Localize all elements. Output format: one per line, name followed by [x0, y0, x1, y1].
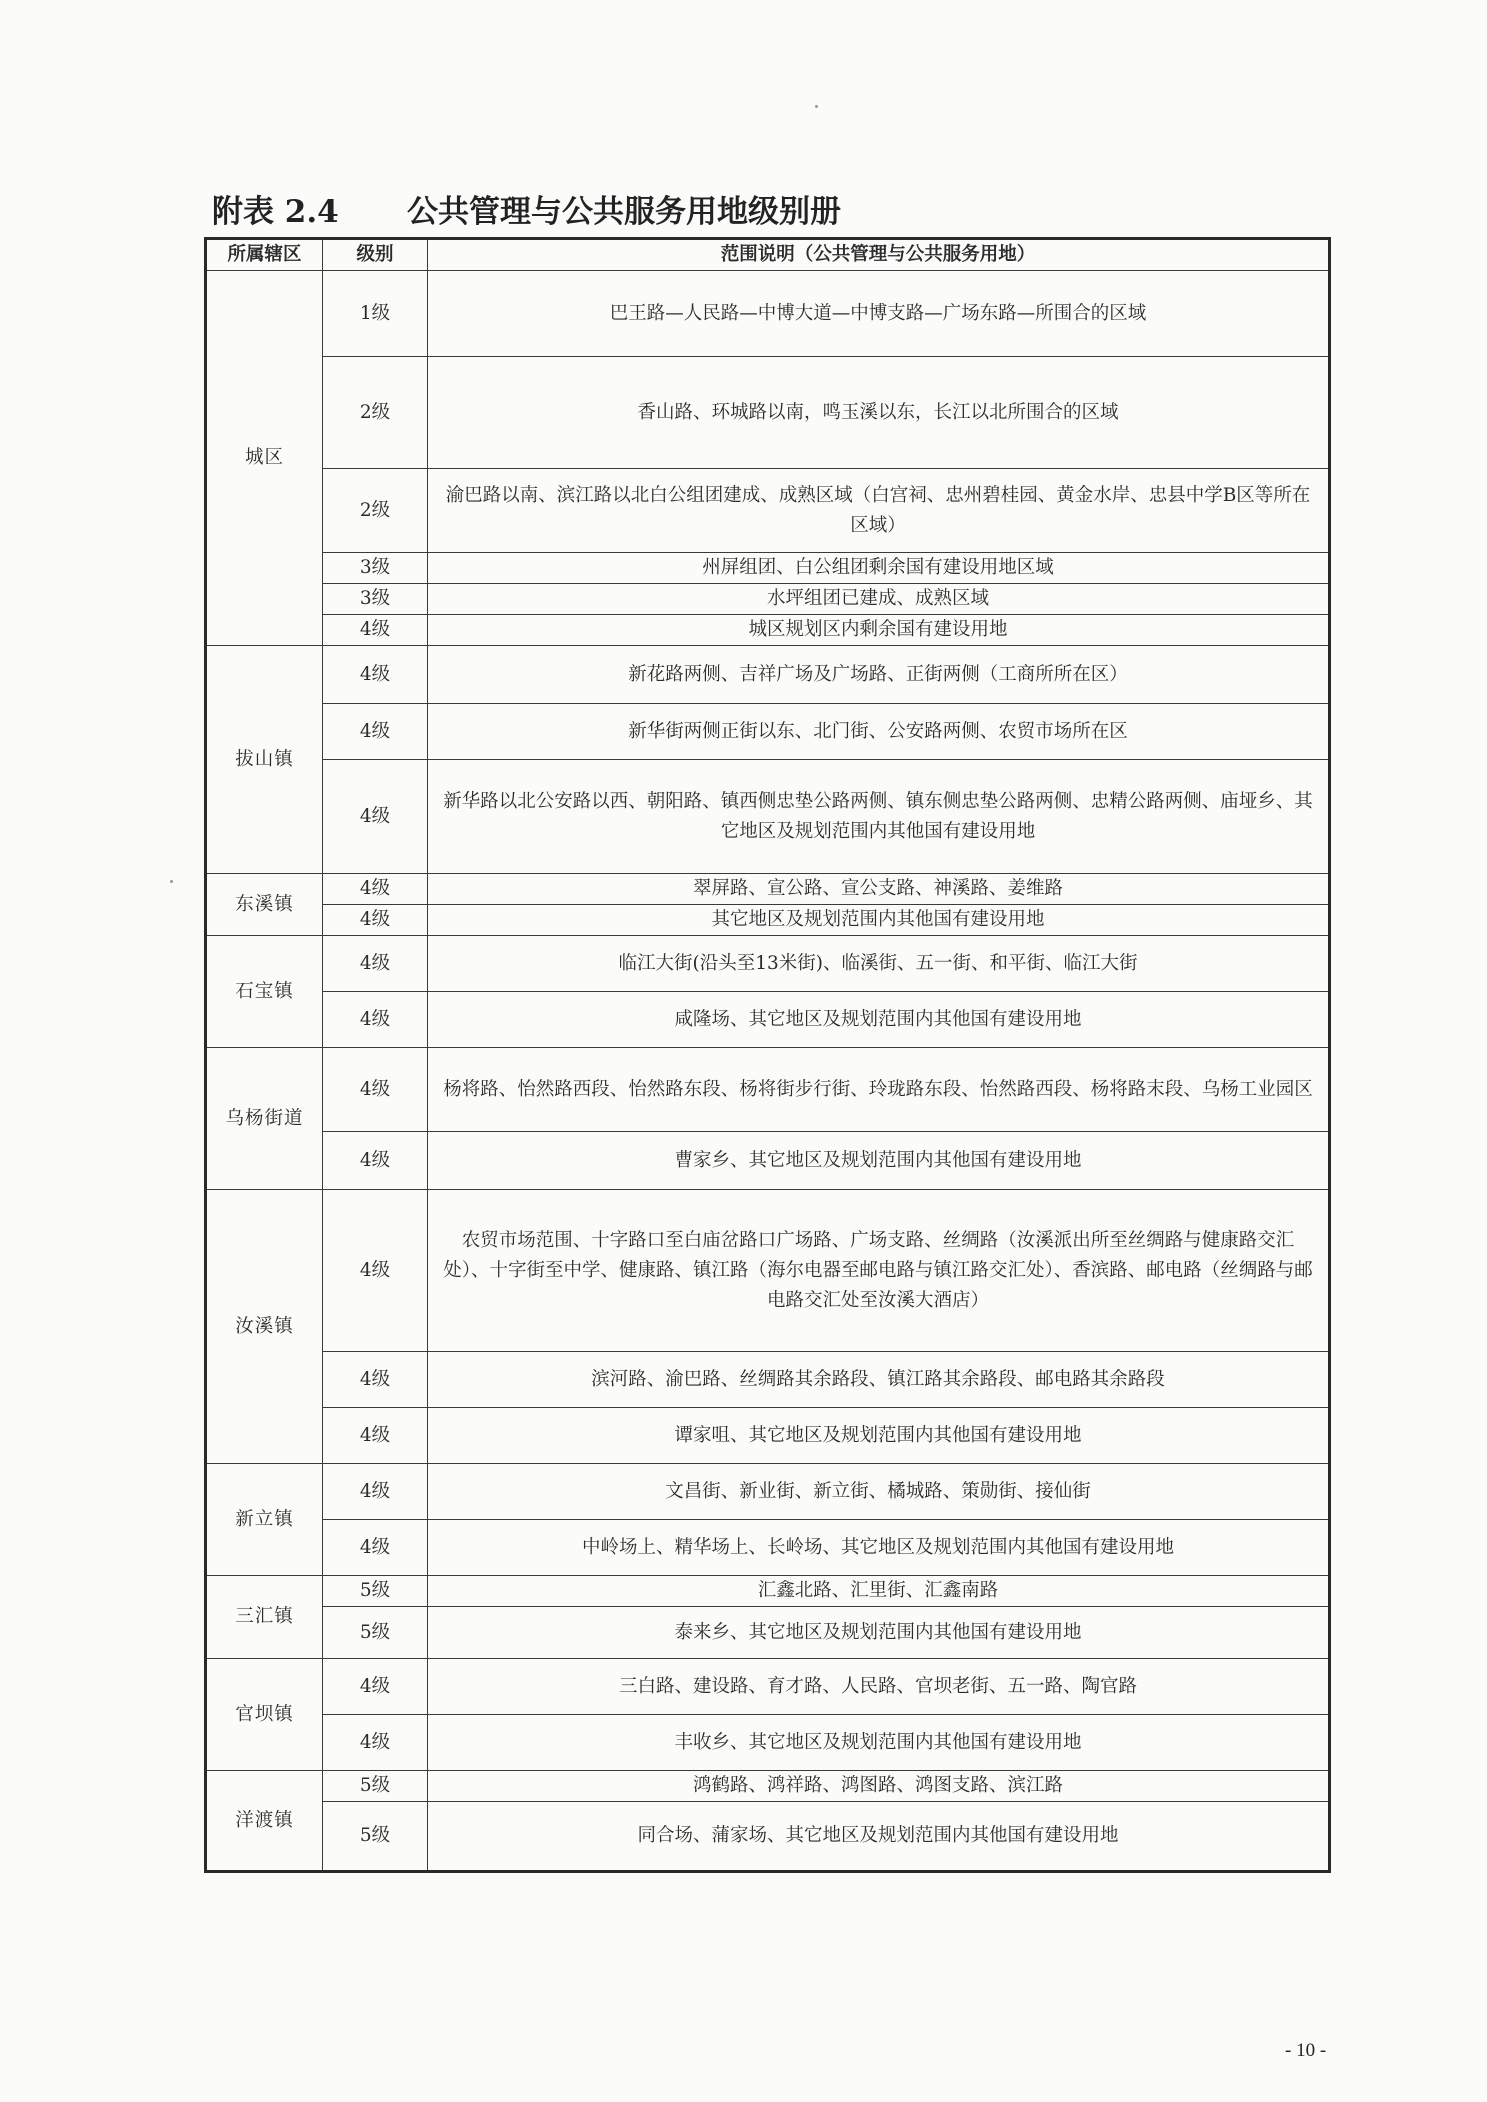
- page-title: [212, 190, 1312, 234]
- description-cell: 新华街两侧正街以东、北门街、公安路两侧、农贸市场所在区: [428, 704, 1330, 760]
- header-row: [206, 239, 1330, 271]
- district-cell: 东溪镇: [206, 874, 323, 936]
- page-number: - 10 -: [1285, 2040, 1327, 2061]
- district-cell: 乌杨街道: [206, 1048, 323, 1190]
- description-cell: 新华路以北公安路以西、朝阳路、镇西侧忠垫公路两侧、镇东侧忠垫公路两侧、忠精公路两侧、庙垭乡、其它地区及规划范围内其他国有建设用地: [428, 760, 1330, 874]
- level-cell: 5级: [323, 1576, 428, 1607]
- description-cell: 巴王路—人民路—中博大道—中博支路—广场东路—所围合的区域: [428, 271, 1330, 357]
- table-row: [206, 992, 1330, 1048]
- description-cell: 渝巴路以南、滨江路以北白公组团建成、成熟区域（白宫祠、忠州碧桂园、黄金水岸、忠县中学B区等所在区域）: [428, 469, 1330, 553]
- district-cell: 城区: [206, 271, 323, 646]
- table-row: [206, 905, 1330, 936]
- description-cell: 翠屏路、宣公路、宣公支路、神溪路、姜维路: [428, 874, 1330, 905]
- table-row: [206, 1576, 1330, 1607]
- description-cell: 曹家乡、其它地区及规划范围内其他国有建设用地: [428, 1132, 1330, 1190]
- table-row: [206, 1048, 1330, 1132]
- table-row: [206, 1607, 1330, 1659]
- table-title: 公共管理与公共服务用地级别册: [407, 194, 841, 230]
- level-cell: 4级: [323, 1715, 428, 1771]
- table-row: [206, 874, 1330, 905]
- header-description: 范围说明（公共管理与公共服务用地）: [428, 239, 1330, 271]
- land-grade-table: [204, 237, 1331, 1873]
- description-cell: 泰来乡、其它地区及规划范围内其他国有建设用地: [428, 1607, 1330, 1659]
- table-row: [206, 553, 1330, 584]
- description-cell: 水坪组团已建成、成熟区域: [428, 584, 1330, 615]
- level-cell: 4级: [323, 1352, 428, 1408]
- table-row: [206, 1352, 1330, 1408]
- table-row: [206, 1190, 1330, 1352]
- level-cell: 4级: [323, 1520, 428, 1576]
- description-cell: 滨河路、渝巴路、丝绸路其余路段、镇江路其余路段、邮电路其余路段: [428, 1352, 1330, 1408]
- level-cell: 4级: [323, 704, 428, 760]
- level-cell: 4级: [323, 1132, 428, 1190]
- level-cell: 2级: [323, 469, 428, 553]
- description-cell: 中岭场上、精华场上、长岭场、其它地区及规划范围内其他国有建设用地: [428, 1520, 1330, 1576]
- description-cell: 咸隆场、其它地区及规划范围内其他国有建设用地: [428, 992, 1330, 1048]
- table-row: [206, 1132, 1330, 1190]
- level-cell: 4级: [323, 1048, 428, 1132]
- scan-speck: [170, 880, 173, 883]
- level-cell: 5级: [323, 1607, 428, 1659]
- description-cell: 城区规划区内剩余国有建设用地: [428, 615, 1330, 646]
- table-row: [206, 1659, 1330, 1715]
- level-cell: 4级: [323, 646, 428, 704]
- district-cell: 石宝镇: [206, 936, 323, 1048]
- district-cell: 汝溪镇: [206, 1190, 323, 1464]
- level-cell: 4级: [323, 760, 428, 874]
- description-cell: 其它地区及规划范围内其他国有建设用地: [428, 905, 1330, 936]
- table-row: [206, 1802, 1330, 1872]
- level-cell: 4级: [323, 1464, 428, 1520]
- scan-speck: [815, 105, 818, 108]
- table-row: [206, 646, 1330, 704]
- table-row: [206, 615, 1330, 646]
- description-cell: 州屏组团、白公组团剩余国有建设用地区域: [428, 553, 1330, 584]
- district-cell: 洋渡镇: [206, 1771, 323, 1872]
- description-cell: 新花路两侧、吉祥广场及广场路、正街两侧（工商所所在区）: [428, 646, 1330, 704]
- district-cell: 拔山镇: [206, 646, 323, 874]
- level-cell: 4级: [323, 1659, 428, 1715]
- header-district: 所属辖区: [206, 239, 323, 271]
- description-cell: 文昌街、新业街、新立街、橘城路、策勋街、接仙街: [428, 1464, 1330, 1520]
- table-row: [206, 704, 1330, 760]
- description-cell: 鸿鹤路、鸿祥路、鸿图路、鸿图支路、滨江路: [428, 1771, 1330, 1802]
- level-cell: 4级: [323, 1190, 428, 1352]
- table-row: [206, 1715, 1330, 1771]
- level-cell: 4级: [323, 905, 428, 936]
- district-cell: 官坝镇: [206, 1659, 323, 1771]
- table-row: [206, 1408, 1330, 1464]
- description-cell: 汇鑫北路、汇里街、汇鑫南路: [428, 1576, 1330, 1607]
- level-cell: 4级: [323, 615, 428, 646]
- level-cell: 4级: [323, 936, 428, 992]
- table-row: [206, 1464, 1330, 1520]
- level-cell: 1级: [323, 271, 428, 357]
- district-cell: 三汇镇: [206, 1576, 323, 1659]
- level-cell: 4级: [323, 1408, 428, 1464]
- level-cell: 5级: [323, 1771, 428, 1802]
- table-row: [206, 584, 1330, 615]
- level-cell: 4级: [323, 874, 428, 905]
- level-cell: 3级: [323, 584, 428, 615]
- level-cell: 3级: [323, 553, 428, 584]
- description-cell: 谭家咀、其它地区及规划范围内其他国有建设用地: [428, 1408, 1330, 1464]
- description-cell: 香山路、环城路以南，鸣玉溪以东，长江以北所围合的区域: [428, 357, 1330, 469]
- description-cell: 临江大街(沿头至13米街)、临溪街、五一街、和平街、临江大街: [428, 936, 1330, 992]
- table-row: [206, 271, 1330, 357]
- description-cell: 杨将路、怡然路西段、怡然路东段、杨将街步行街、玲珑路东段、怡然路西段、杨将路末段、乌杨工业园区: [428, 1048, 1330, 1132]
- table-row: [206, 760, 1330, 874]
- table-row: [206, 1520, 1330, 1576]
- table-row: [206, 469, 1330, 553]
- description-cell: 三白路、建设路、育才路、人民路、官坝老街、五一路、陶官路: [428, 1659, 1330, 1715]
- description-cell: 丰收乡、其它地区及规划范围内其他国有建设用地: [428, 1715, 1330, 1771]
- description-cell: 同合场、蒲家场、其它地区及规划范围内其他国有建设用地: [428, 1802, 1330, 1872]
- table-row: [206, 936, 1330, 992]
- table-label: 附表 2.4: [212, 194, 339, 230]
- table-row: [206, 1771, 1330, 1802]
- header-level: 级别: [323, 239, 428, 271]
- level-cell: 4级: [323, 992, 428, 1048]
- level-cell: 5级: [323, 1802, 428, 1872]
- table-row: [206, 357, 1330, 469]
- district-cell: 新立镇: [206, 1464, 323, 1576]
- description-cell: 农贸市场范围、十字路口至白庙岔路口广场路、广场支路、丝绸路（汝溪派出所至丝绸路与健康路交汇处）、十字街至中学、健康路、镇江路（海尔电器至邮电路与镇江路交汇处）、香滨路、邮电路（丝绸路与邮电路交汇处至汝溪大酒店）: [428, 1190, 1330, 1352]
- level-cell: 2级: [323, 357, 428, 469]
